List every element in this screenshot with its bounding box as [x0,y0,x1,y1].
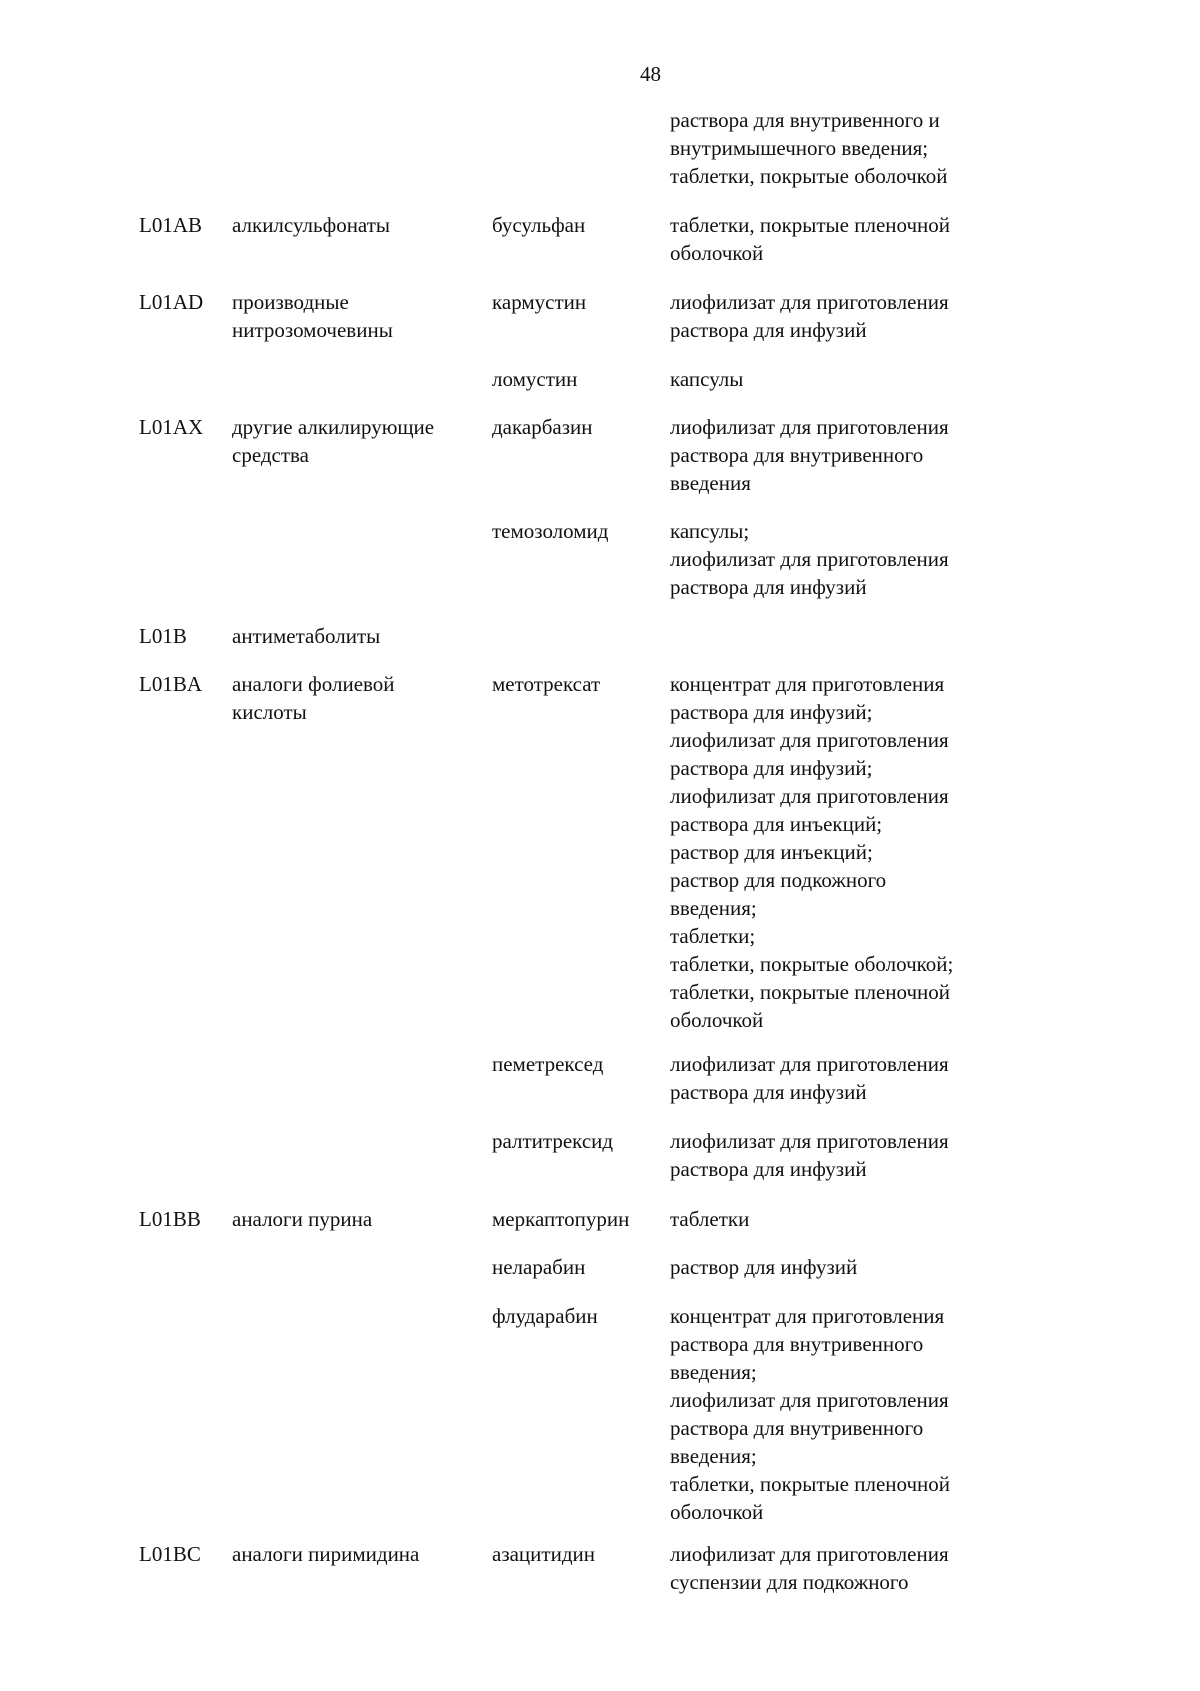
drug-name: ломустин [492,367,578,391]
atc-code: L01AX [139,415,204,439]
drug-name: кармустин [492,290,587,314]
dosage-form: раствора для внутривенного и внутримышечного введения; таблетки, покрытые оболочкой [670,108,948,188]
atc-code: L01BA [139,672,202,696]
pharmacological-group: антиметаболиты [232,624,381,648]
atc-code: L01BC [139,1542,201,1566]
drug-name: темозоломид [492,519,609,543]
pharmacological-group: аналоги пурина [232,1207,373,1231]
pharmacological-group: аналоги фолиевой кислоты [232,672,395,724]
dosage-form: раствор для инфузий [670,1255,858,1279]
dosage-form: лиофилизат для приготовления раствора для инфузий [670,1052,949,1104]
dosage-form: концентрат для приготовления раствора для внутривенного введения; лиофилизат для приготовления раствора для внутривенного введения; таблетки, покрытые пленочной оболочкой [670,1304,951,1524]
dosage-form: лиофилизат для приготовления раствора для инфузий [670,290,949,342]
drug-name: меркаптопурин [492,1207,630,1231]
pharmacological-group: другие алкилирующие средства [232,415,435,467]
dosage-form: концентрат для приготовления раствора для инфузий; лиофилизат для приготовления раствора для инфузий; лиофилизат для приготовления раствора для инъекций; раствор для инъекций; раствор для подкожного введения; таблетки; таблетки, покрытые оболочкой; таблетки, покрытые пленочной оболочкой [670,672,954,1032]
drug-name: ралтитрексид [492,1129,614,1153]
drug-name: бусульфан [492,213,586,237]
drug-name: пеметрексед [492,1052,604,1076]
atc-code: L01B [139,624,187,648]
atc-code: L01BB [139,1207,201,1231]
dosage-form: лиофилизат для приготовления раствора для внутривенного введения [670,415,949,495]
pharmacological-group: аналоги пиримидина [232,1542,420,1566]
dosage-form: капсулы [670,367,744,391]
pharmacological-group: алкилсульфонаты [232,213,390,237]
drug-name: метотрексат [492,672,601,696]
dosage-form: лиофилизат для приготовления суспензии для подкожного [670,1542,949,1594]
drug-name: дакарбазин [492,415,593,439]
drug-name: флударабин [492,1304,598,1328]
dosage-form: капсулы; лиофилизат для приготовления раствора для инфузий [670,519,949,599]
dosage-form: таблетки, покрытые пленочной оболочкой [670,213,951,265]
drug-name: неларабин [492,1255,586,1279]
dosage-form: таблетки [670,1207,750,1231]
drug-name: азацитидин [492,1542,595,1566]
pharmacological-group: производные нитрозомочевины [232,290,393,342]
dosage-form: лиофилизат для приготовления раствора для инфузий [670,1129,949,1181]
atc-code: L01AB [139,213,202,237]
atc-code: L01AD [139,290,204,314]
page-number: 48 [640,62,661,86]
